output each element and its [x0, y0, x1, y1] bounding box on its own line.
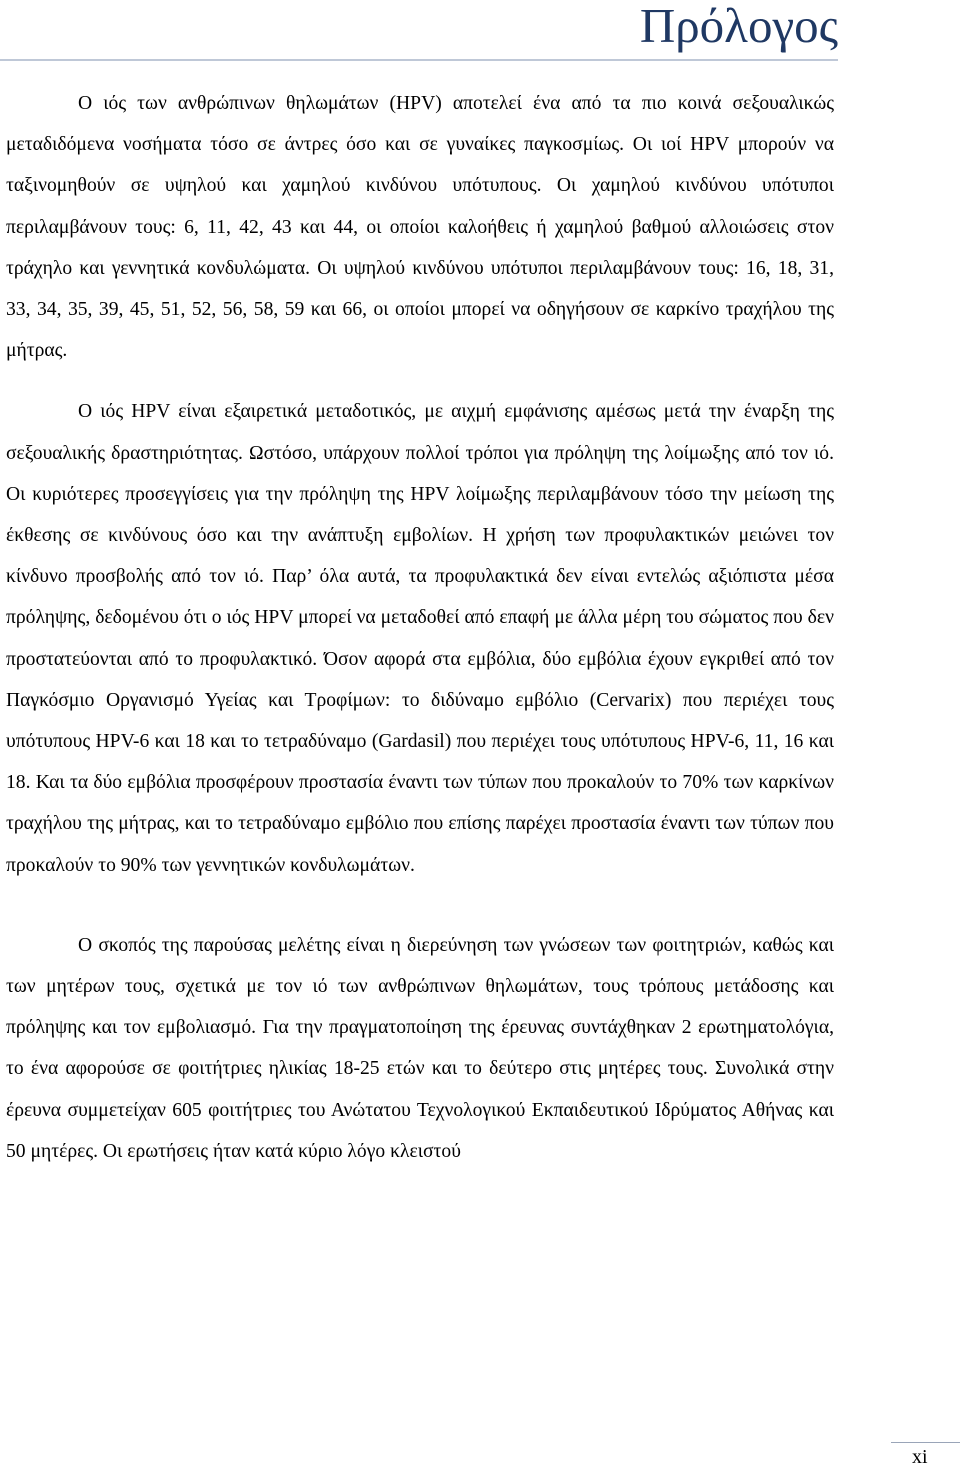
paragraph-hpv-intro: Ο ιός των ανθρώπινων θηλωμάτων (HPV) αποτελεί ένα από τα πιο κοινά σεξουαλικώς μεταδιδόμενα νοσήματα τόσο σε άντρες όσο και σε γυναίκες παγκοσμίως. Οι ιοί HPV μπορούν να ταξινομηθούν σε υψηλού και χαμηλού κινδύνου υπότυπους. Οι χαμηλού κινδύνου υπότυποι περιλαμβάνουν τους: 6, 11, 42, 43 και 44, οι οποίοι καλοήθεις ή χαμηλού βαθμού αλλοιώσεις στον τράχηλο και γεννητικά κονδυλώματα. Οι υψηλού κινδύνου υπότυποι περιλαμβάνουν τους: 16, 18, 31, 33, 34, 35, 39, 45, 51, 52, 56, 58, 59 και 66, οι οποίοι μπορεί να οδηγήσουν σε καρκίνο τραχήλου της μήτρας.: [6, 93, 834, 362]
header-divider: [0, 59, 838, 61]
page-title: Πρόλογος: [639, 0, 838, 53]
page-number: xi: [912, 1446, 928, 1468]
paragraph-prevention: Ο ιός HPV είναι εξαιρετικά μεταδοτικός, με αιχμή εμφάνισης αμέσως μετά την έναρξη της σεξουαλικής δραστηριότητας. Ωστόσο, υπάρχουν πολλοί τρόποι για πρόληψη της λοίμωξης από τον ιό. Οι κυριότερες προσεγγίσεις για την πρόληψη της HPV λοίμωξης περιλαμβάνουν τόσο την μείωση της έκθεσης σε κινδύνους όσο και την ανάπτυξη εμβολίων. Η χρήση των προφυλακτικών μειώνει τον κίνδυνο προσβολής από τον ιό. Παρ’ όλα αυτά, τα προφυλακτικά δεν είναι εντελώς αξιόπιστα μέσα πρόληψης, δεδομένου ότι ο ιός HPV μπορεί να μεταδοθεί από επαφή με άλλα μέρη του σώματος που δεν προστατεύονται από το προφυλακτικό. Όσον αφορά στα εμβόλια, δύο εμβόλια έχουν εγκριθεί από τον Παγκόσμιο Οργανισμό Υγείας και Τροφίμων: το διδύναμο εμβόλιο (Cervarix) που περιέχει τους υπότυπους HPV-6 και 18 και το τετραδύναμο (Gardasil) που περιέχει τους υπότυπους HPV-6, 11, 16 και 18. Και τα δύο εμβόλια προσφέρουν προστασία έναντι των τύπων που προκαλούν το 70% των καρκίνων τραχήλου της μήτρας, και το τετραδύναμο εμβόλιο που επίσης παρέχει προστασία έναντι των τύπων που προκαλούν το 90% των γεννητικών κονδυλωμάτων.: [6, 401, 834, 876]
paragraph-study-purpose: Ο σκοπός της παρούσας μελέτης είναι η διερεύνηση των γνώσεων των φοιτητριών, καθώς και των μητέρων τους, σχετικά με τον ιό των ανθρώπινων θηλωμάτων, τους τρόπους μετάδοσης και πρόληψης και τον εμβολιασμό. Για την πραγματοποίηση της έρευνας συντάχθηκαν 2 ερωτηματολόγια, το ένα αφορούσε σε φοιτήτριες ηλικίας 18-25 ετών και το δεύτερο στις μητέρες τους. Συνολικά στην έρευνα συμμετείχαν 605 φοιτήτριες του Ανώτατου Τεχνολογικού Εκπαιδευτικού Ιδρύματος Αθήνας και 50 μητέρες. Οι ερωτήσεις ήταν κατά κύριο λόγο κλειστού: [6, 934, 834, 1162]
body-text: [6, 83, 834, 1172]
page-number-box: [891, 1442, 960, 1471]
page-header: [0, 0, 838, 60]
